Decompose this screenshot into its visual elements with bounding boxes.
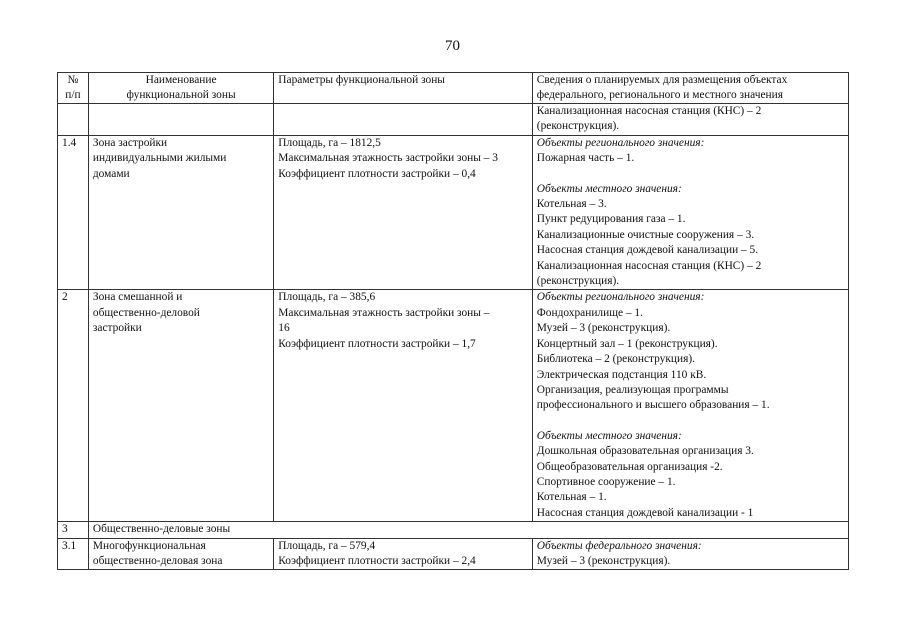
table-row — [58, 290, 849, 522]
table-header-row — [58, 73, 849, 104]
object-line: (реконструкция). — [536, 120, 620, 133]
zone-params-cell — [274, 290, 533, 522]
object-line: Котельная – 3. — [536, 198, 607, 211]
param-line: Площадь, га – 385,6 — [278, 291, 376, 304]
param-line: Площадь, га – 579,4 — [278, 539, 376, 552]
section-title-cell: Общественно-деловые зоны — [88, 522, 848, 538]
object-line: Библиотека – 2 (реконструкция). — [536, 353, 695, 366]
zone-name-cell — [88, 104, 273, 136]
param-line: Коэффициент плотности застройки – 0,4 — [278, 167, 476, 180]
object-line: (реконструкция). — [536, 275, 620, 288]
object-line: Насосная станция дождевой канализации - 1 — [536, 506, 754, 519]
object-line: Пожарная часть – 1. — [536, 152, 635, 165]
planned-objects-cell — [532, 104, 848, 136]
param-line: Коэффициент плотности застройки – 1,7 — [278, 337, 476, 350]
row-number-cell — [58, 104, 89, 136]
row-number-cell: 3.1 — [58, 538, 89, 570]
zone-params-cell — [274, 538, 533, 570]
header-info: Сведения о планируемых для размещения объектах федерального, регионального и местного значения — [532, 73, 848, 104]
object-category-heading: Объекты местного значения: — [536, 429, 682, 442]
object-line: Организация, реализующая программы — [536, 383, 729, 396]
row-number-cell: 1.4 — [58, 135, 89, 290]
object-line: Дошкольная образовательная организация 3. — [536, 445, 754, 458]
object-category-heading: Объекты регионального значения: — [536, 136, 705, 149]
planned-objects-cell — [532, 135, 848, 290]
object-category-heading: Объекты федерального значения: — [536, 539, 702, 552]
zone-params-cell — [274, 104, 533, 136]
table-row — [58, 538, 849, 570]
planned-objects-cell — [532, 290, 848, 522]
object-line: Канализационные очистные сооружения – 3. — [536, 228, 755, 241]
object-line: Котельная – 1. — [536, 491, 607, 504]
object-line: Электрическая подстанция 110 кВ. — [536, 368, 707, 381]
zone-name: Зона застройки индивидуальными жилыми домами — [92, 136, 227, 180]
object-line: Спортивное сооружение – 1. — [536, 475, 676, 488]
object-line: Фондохранилище – 1. — [536, 306, 643, 319]
object-category-heading: Объекты регионального значения: — [536, 291, 705, 304]
param-line: Максимальная этажность застройки зоны – 16 — [278, 306, 490, 335]
spacer — [537, 167, 844, 182]
object-line: Пункт редуцирования газа – 1. — [536, 213, 686, 226]
zone-name: Зона смешанной и общественно-деловой застройки — [92, 291, 200, 335]
object-line: Общеобразовательная организация -2. — [536, 460, 723, 473]
header-params: Параметры функциональной зоны — [274, 73, 533, 104]
header-name: Наименование функциональной зоны — [88, 73, 273, 104]
table-row — [58, 522, 849, 538]
object-line: Насосная станция дождевой канализации – 5. — [536, 244, 759, 257]
object-line: Музей – 3 (реконструкция). — [536, 322, 671, 335]
object-line: Канализационная насосная станция (КНС) – 2 — [536, 105, 762, 117]
object-line: профессионального и высшего образования – 1. — [536, 399, 770, 412]
header-num: № п/п — [58, 73, 89, 104]
planned-objects-cell — [532, 538, 848, 570]
param-line: Максимальная этажность застройки зоны – 3 — [278, 152, 499, 165]
row-number-cell: 3 — [58, 522, 89, 538]
spacer — [537, 414, 844, 429]
zone-name: Многофункциональная общественно-деловая зона — [92, 539, 223, 567]
object-category-heading: Объекты местного значения: — [536, 182, 682, 195]
zone-params-cell — [274, 135, 533, 290]
row-number-cell: 2 — [58, 290, 89, 522]
table-row — [58, 104, 849, 136]
zone-name-cell — [88, 538, 273, 570]
zone-name-cell — [88, 135, 273, 290]
object-line: Канализационная насосная станция (КНС) – 2 — [536, 259, 762, 272]
object-line: Музей – 3 (реконструкция). — [536, 554, 671, 567]
zones-table — [57, 72, 849, 570]
param-line: Коэффициент плотности застройки – 2,4 — [278, 554, 476, 567]
param-line: Площадь, га – 1812,5 — [278, 136, 381, 149]
zone-name-cell — [88, 290, 273, 522]
object-line: Концертный зал – 1 (реконструкция). — [536, 337, 718, 350]
table-row — [58, 135, 849, 290]
page-number: 70 — [445, 38, 460, 54]
